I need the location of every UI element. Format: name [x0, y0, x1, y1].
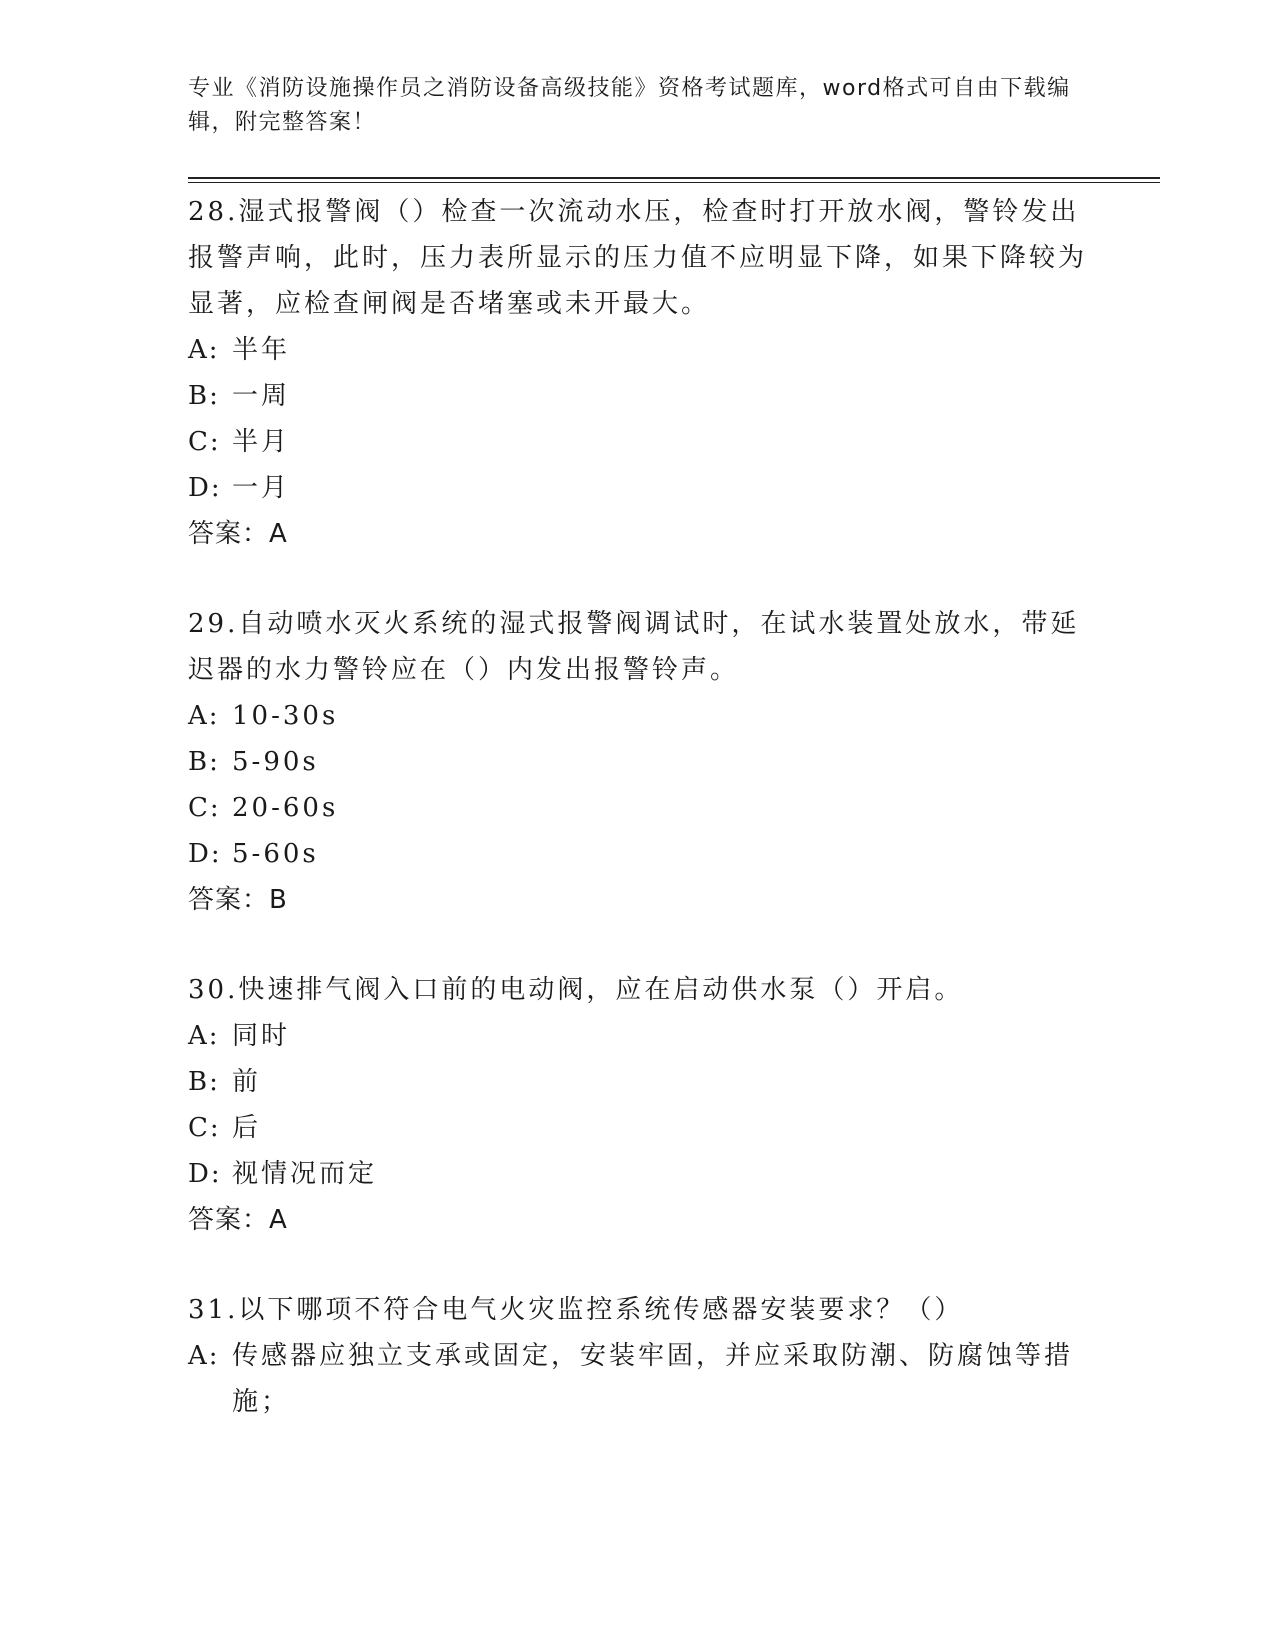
option-a [188, 1013, 1088, 1059]
question-text: 28.湿式报警阀（）检查一次流动水压，检查时打开放水阀，警铃发出报警声响，此时，压力表所显示的压力值不应明显下降，如果下降较为显著，应检查闸阀是否堵塞或未开最大。 [188, 197, 1088, 319]
option-text: 5-90s [232, 747, 319, 777]
option-text: 半月 [232, 427, 291, 457]
option-a [188, 327, 1088, 373]
answer-line: 答案：A [188, 519, 288, 549]
option-text: 一月 [232, 473, 291, 503]
option-text: 同时 [232, 1021, 291, 1051]
question-28 [188, 189, 1088, 557]
option-letter: C: [188, 427, 221, 457]
document-page [188, 0, 1160, 1650]
option-text: 传感器应独立支承或固定，安装牢固，并应采取防潮、防腐蚀等措施； [232, 1341, 1074, 1417]
option-text: 10-30s [232, 701, 339, 731]
option-c [188, 1105, 1088, 1151]
option-letter: D: [188, 473, 222, 503]
option-letter: A: [188, 1021, 220, 1051]
option-letter: C: [188, 1113, 221, 1143]
question-text: 29.自动喷水灭火系统的湿式报警阀调试时，在试水装置处放水，带延迟器的水力警铃应在（）内发出报警铃声。 [188, 609, 1080, 685]
option-a [188, 693, 1088, 739]
option-letter: A: [188, 335, 220, 365]
option-text: 5-60s [232, 839, 319, 869]
option-text: 视情况而定 [232, 1159, 378, 1189]
option-letter: A: [188, 1341, 220, 1371]
answer-line: 答案：A [188, 1205, 288, 1235]
option-d [188, 831, 1088, 877]
option-b [188, 373, 1088, 419]
option-c [188, 419, 1088, 465]
option-c [188, 785, 1088, 831]
option-a [188, 1333, 1088, 1425]
question-list [188, 189, 1088, 1469]
option-letter: B: [188, 747, 220, 777]
option-letter: B: [188, 381, 220, 411]
option-letter: A: [188, 701, 220, 731]
option-text: 20-60s [232, 793, 339, 823]
option-letter: D: [188, 839, 222, 869]
option-text: 前 [232, 1067, 262, 1097]
option-text: 后 [232, 1113, 262, 1143]
option-b [188, 1059, 1088, 1105]
option-text: 一周 [232, 381, 291, 411]
option-d [188, 1151, 1088, 1197]
option-letter: C: [188, 793, 221, 823]
header-rule-thin [188, 182, 1160, 183]
option-letter: B: [188, 1067, 220, 1097]
option-b [188, 739, 1088, 785]
question-30 [188, 967, 1088, 1243]
answer-line: 答案：B [188, 885, 288, 915]
question-text: 30.快速排气阀入口前的电动阀，应在启动供水泵（）开启。 [188, 975, 964, 1005]
question-text: 31.以下哪项不符合电气火灾监控系统传感器安装要求？（） [188, 1295, 964, 1325]
question-29 [188, 601, 1088, 923]
document-header: 专业《消防设施操作员之消防设备高级技能》资格考试题库，word格式可自由下载编辑，附完整答案！ [188, 76, 1071, 135]
question-31 [188, 1287, 1088, 1425]
option-letter: D: [188, 1159, 222, 1189]
option-text: 半年 [232, 335, 291, 365]
option-d [188, 465, 1088, 511]
header-rule-thick [188, 177, 1160, 179]
